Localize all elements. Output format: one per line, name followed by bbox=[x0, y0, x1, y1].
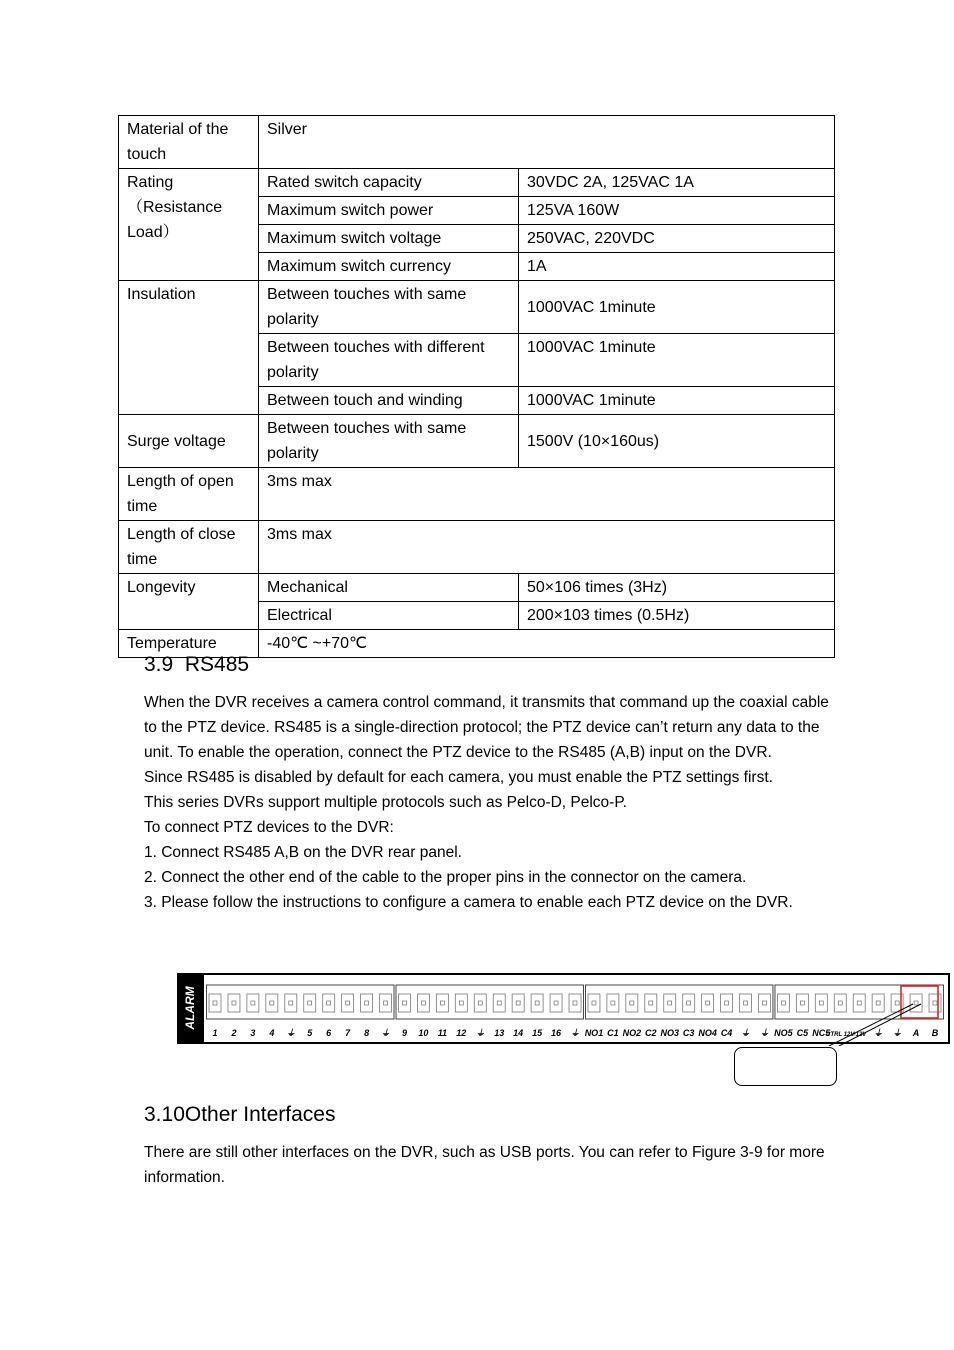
section-title: Other Interfaces bbox=[184, 1103, 336, 1126]
terminal-slot bbox=[853, 994, 865, 1012]
rs485-body bbox=[144, 690, 844, 915]
terminal-slot bbox=[380, 994, 392, 1012]
terminal-slot bbox=[417, 994, 429, 1012]
pin-label: ⏚ bbox=[759, 1028, 769, 1038]
terminal-slot bbox=[702, 994, 714, 1012]
row-label: Rating （Resistance Load） bbox=[119, 169, 259, 281]
pin-label: ⏚ bbox=[381, 1028, 391, 1038]
sub-value: 1000VAC 1minute bbox=[519, 281, 835, 334]
section-number: 3.10 bbox=[144, 1103, 185, 1126]
paragraph: 3. Please follow the instructions to configure a camera to enable each PTZ device on the DVR. bbox=[144, 894, 793, 911]
terminal-slot bbox=[777, 994, 789, 1012]
section-title: RS485 bbox=[184, 653, 250, 676]
terminal-slot bbox=[247, 994, 259, 1012]
sub-value: 200×103 times (0.5Hz) bbox=[519, 602, 835, 630]
terminal-slot bbox=[512, 994, 524, 1012]
paragraph: To connect PTZ devices to the DVR: bbox=[144, 819, 394, 836]
terminal-slot bbox=[228, 994, 240, 1012]
paragraph: 2. Connect the other end of the cable to the proper pins in the connector on the camera. bbox=[144, 869, 747, 886]
terminal-slot bbox=[209, 994, 221, 1012]
pin-label: ⏚ bbox=[873, 1028, 883, 1038]
terminal-slot bbox=[455, 994, 467, 1012]
other-body bbox=[144, 1140, 844, 1190]
alarm-panel-diagram bbox=[177, 972, 951, 1046]
sub-value: 1000VAC 1minute bbox=[519, 334, 835, 387]
row-value: 3ms max bbox=[259, 468, 835, 521]
terminal-slot bbox=[266, 994, 278, 1012]
terminal-slot bbox=[683, 994, 695, 1012]
pin-label: +12V bbox=[852, 1032, 867, 1038]
pin-label: 12 bbox=[456, 1028, 467, 1038]
terminal-slot bbox=[436, 994, 448, 1012]
table-row bbox=[119, 521, 835, 574]
terminal-slot bbox=[361, 994, 373, 1012]
terminal-slot bbox=[588, 994, 600, 1012]
pin-label: A bbox=[912, 1028, 920, 1038]
sub-name: Between touches with same polarity bbox=[259, 281, 519, 334]
terminal-slot bbox=[721, 994, 733, 1012]
row-label: Length of open time bbox=[119, 468, 259, 521]
terminal-slot bbox=[626, 994, 638, 1012]
sub-value: 1500V (10×160us) bbox=[519, 415, 835, 468]
terminal-slot bbox=[910, 994, 922, 1012]
pin-label: C2 bbox=[645, 1028, 657, 1038]
panel-side-label: ALARM bbox=[183, 986, 197, 1030]
pin-label: 7 bbox=[345, 1028, 351, 1038]
pin-label: C5 bbox=[796, 1028, 809, 1038]
terminal-slot bbox=[645, 994, 657, 1012]
terminal-slot bbox=[398, 994, 410, 1012]
pin-label: C4 bbox=[720, 1028, 733, 1038]
pin-label: 16 bbox=[551, 1028, 562, 1038]
relay-spec-table bbox=[118, 115, 835, 658]
pin-label: 1 bbox=[212, 1028, 218, 1038]
pin-label: C3 bbox=[682, 1028, 695, 1038]
terminal-slot bbox=[740, 994, 752, 1012]
row-value: -40℃ ~+70℃ bbox=[259, 630, 835, 658]
sub-name: Between touch and winding bbox=[259, 387, 519, 415]
sub-name: Maximum switch power bbox=[259, 197, 519, 225]
terminal-slot bbox=[815, 994, 827, 1012]
pin-label: CTRL 12V bbox=[826, 1032, 855, 1038]
table-row bbox=[119, 169, 835, 197]
table-row bbox=[119, 574, 835, 602]
row-label: Temperature bbox=[119, 630, 259, 658]
sub-name: Between touches with different polarity bbox=[259, 334, 519, 387]
sub-value: 50×106 times (3Hz) bbox=[519, 574, 835, 602]
table-row bbox=[119, 116, 835, 169]
row-value: 3ms max bbox=[259, 521, 835, 574]
pin-label: NO1 bbox=[584, 1028, 604, 1038]
pin-label: NO5 bbox=[774, 1028, 793, 1038]
terminal-slot bbox=[834, 994, 846, 1012]
pin-label: 13 bbox=[494, 1028, 505, 1038]
pin-label: 2 bbox=[231, 1028, 237, 1038]
pin-label: 4 bbox=[269, 1028, 275, 1038]
terminal-slot bbox=[474, 994, 486, 1012]
sub-name: Electrical bbox=[259, 602, 519, 630]
sub-value: 30VDC 2A, 125VAC 1A bbox=[519, 169, 835, 197]
pin-label: 9 bbox=[401, 1028, 407, 1038]
pin-label: NO2 bbox=[622, 1028, 642, 1038]
sub-value: 1A bbox=[519, 253, 835, 281]
row-label: Length of close time bbox=[119, 521, 259, 574]
sub-value: 1000VAC 1minute bbox=[519, 387, 835, 415]
pin-label: 15 bbox=[532, 1028, 543, 1038]
pin-label: B bbox=[931, 1028, 939, 1038]
sub-name: Maximum switch voltage bbox=[259, 225, 519, 253]
row-label: Insulation bbox=[119, 281, 259, 415]
paragraph: 1. Connect RS485 A,B on the DVR rear panel. bbox=[144, 844, 462, 861]
section-heading-rs485 bbox=[144, 653, 249, 677]
pin-label: NO3 bbox=[660, 1028, 679, 1038]
paragraph: When the DVR receives a camera control command, it transmits that command up the coaxial cable to the PTZ device. RS485 is a single-direction protocol; the PTZ device can’t return any data to the unit. To enable the operation, connect the PTZ device to the RS485 (A,B) input on the DVR. bbox=[144, 694, 829, 761]
callout-box bbox=[734, 1047, 837, 1086]
terminal-slot bbox=[929, 994, 941, 1012]
sub-value: 125VA 160W bbox=[519, 197, 835, 225]
pin-label: ⏚ bbox=[570, 1028, 580, 1038]
pin-label: ⏚ bbox=[892, 1028, 902, 1038]
pin-label: ⏚ bbox=[741, 1028, 751, 1038]
terminal-slot bbox=[531, 994, 543, 1012]
pin-label: ⏚ bbox=[286, 1028, 296, 1038]
row-label: Surge voltage bbox=[119, 415, 259, 468]
table-row bbox=[119, 281, 835, 334]
terminal-slot bbox=[796, 994, 808, 1012]
pin-label: NC5 bbox=[812, 1028, 831, 1038]
terminal-slot bbox=[550, 994, 562, 1012]
terminal-slot bbox=[304, 994, 316, 1012]
table-row bbox=[119, 415, 835, 468]
pin-label: 10 bbox=[418, 1028, 429, 1038]
pin-label: NO4 bbox=[698, 1028, 717, 1038]
sub-name: Rated switch capacity bbox=[259, 169, 519, 197]
row-label: Material of the touch bbox=[119, 116, 259, 169]
row-value: Silver bbox=[259, 116, 835, 169]
terminal-slot bbox=[758, 994, 770, 1012]
paragraph: There are still other interfaces on the DVR, such as USB ports. You can refer to Figure 3-9 for more information. bbox=[144, 1144, 825, 1186]
paragraph: Since RS485 is disabled by default for each camera, you must enable the PTZ settings first. bbox=[144, 769, 773, 786]
pin-label: 8 bbox=[364, 1028, 370, 1038]
pin-label: C1 bbox=[607, 1028, 619, 1038]
pin-label: 14 bbox=[513, 1028, 524, 1038]
section-heading-other bbox=[144, 1103, 335, 1127]
paragraph: This series DVRs support multiple protocols such as Pelco-D, Pelco-P. bbox=[144, 794, 627, 811]
terminal-slot bbox=[872, 994, 884, 1012]
terminal-slot bbox=[323, 994, 335, 1012]
row-label: Longevity bbox=[119, 574, 259, 630]
sub-name: Maximum switch currency bbox=[259, 253, 519, 281]
terminal-slot bbox=[607, 994, 619, 1012]
terminal-slot bbox=[342, 994, 354, 1012]
pin-label: 11 bbox=[437, 1028, 448, 1038]
sub-value: 250VAC, 220VDC bbox=[519, 225, 835, 253]
pin-label: ⏚ bbox=[475, 1028, 485, 1038]
terminal-slot bbox=[569, 994, 581, 1012]
terminal-slot bbox=[493, 994, 505, 1012]
terminal-slot bbox=[285, 994, 297, 1012]
pin-label: 5 bbox=[307, 1028, 313, 1038]
pin-label: 6 bbox=[326, 1028, 332, 1038]
sub-name: Between touches with same polarity bbox=[259, 415, 519, 468]
pin-label: 3 bbox=[250, 1028, 256, 1038]
terminal-slot bbox=[664, 994, 676, 1012]
section-number: 3.9 bbox=[144, 653, 174, 676]
sub-name: Mechanical bbox=[259, 574, 519, 602]
table-row bbox=[119, 468, 835, 521]
